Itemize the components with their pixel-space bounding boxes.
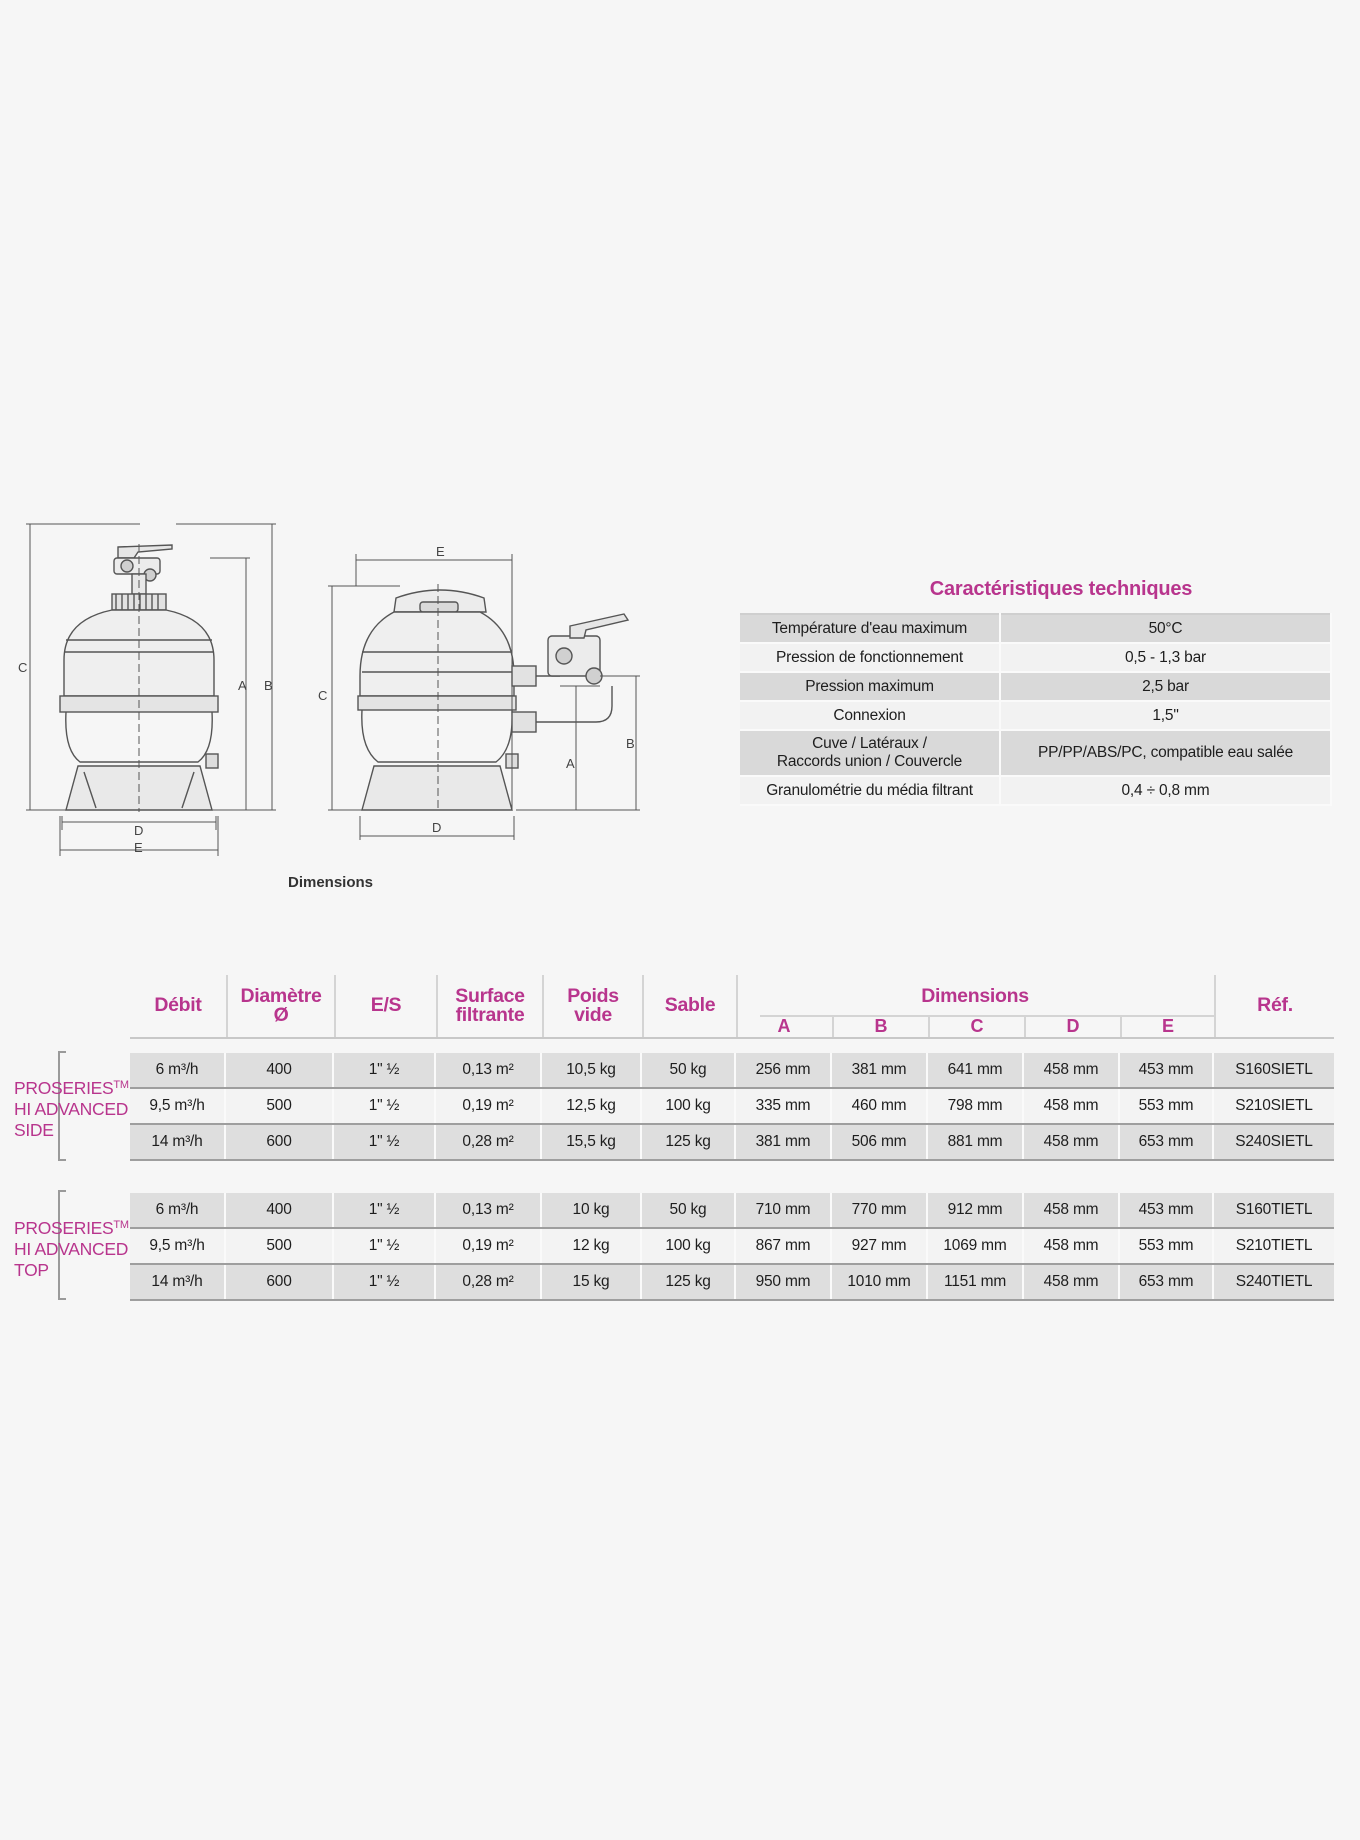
cell-poids: 10,5 kg xyxy=(542,1053,642,1087)
table-row xyxy=(130,1193,1334,1229)
cell-dim-b: 1010 mm xyxy=(832,1265,928,1299)
header-debit: Débit xyxy=(154,994,202,1017)
cell-dim-b: 381 mm xyxy=(832,1053,928,1087)
header-diametre-line2: Ø xyxy=(273,1004,289,1026)
group-name-line3: TOP xyxy=(14,1260,49,1280)
table-row xyxy=(130,1125,1334,1161)
dim-label-b-right: B xyxy=(626,736,635,751)
header-dimensions: Dimensions xyxy=(921,985,1029,1007)
cell-dim-e: 653 mm xyxy=(1120,1125,1214,1159)
cell-poids: 12,5 kg xyxy=(542,1089,642,1123)
dim-label-d-left: D xyxy=(134,823,144,838)
tech-specs-title: Caractéristiques techniques xyxy=(929,578,1193,600)
header-rule xyxy=(130,1037,1334,1039)
tech-label: Pression de fonctionnement xyxy=(740,643,1000,672)
group-top-rows xyxy=(130,1193,1334,1301)
cell-debit: 14 m³/h xyxy=(130,1125,226,1159)
table-row xyxy=(130,1089,1334,1125)
tech-row xyxy=(740,776,1331,805)
cell-es: 1" ½ xyxy=(334,1125,436,1159)
tech-value: 1,5" xyxy=(1000,701,1331,730)
header-ref: Réf. xyxy=(1214,975,1334,1037)
header-sable: Sable xyxy=(642,975,736,1037)
tech-specs xyxy=(740,578,1332,806)
group-name-line1: PROSERIES xyxy=(14,1078,114,1098)
drawings-caption: Dimensions xyxy=(288,874,374,891)
cell-dim-a: 256 mm xyxy=(736,1053,832,1087)
tech-value: 0,4 ÷ 0,8 mm xyxy=(1000,776,1331,805)
cell-sable: 125 kg xyxy=(642,1125,736,1159)
cell-es: 1" ½ xyxy=(334,1229,436,1263)
table-row xyxy=(130,1265,1334,1301)
header-surface-line2: filtrante xyxy=(455,1004,525,1026)
dim-label-a-right: A xyxy=(566,756,575,771)
cell-sable: 125 kg xyxy=(642,1265,736,1299)
cell-dim-d: 458 mm xyxy=(1024,1053,1120,1087)
group-name-line2: HI ADVANCED xyxy=(14,1099,129,1119)
cell-es: 1" ½ xyxy=(334,1089,436,1123)
tech-label: Granulométrie du média filtrant xyxy=(740,776,1000,805)
cell-diametre: 400 xyxy=(226,1193,334,1227)
header-dim-a: A xyxy=(777,1016,791,1036)
cell-sable: 100 kg xyxy=(642,1229,736,1263)
dimension-drawings xyxy=(0,500,720,920)
header-surface-line1: Surface xyxy=(455,984,525,1007)
cell-dim-e: 453 mm xyxy=(1120,1193,1214,1227)
cell-ref: S240SIETL xyxy=(1235,1133,1313,1150)
cell-poids: 10 kg xyxy=(542,1193,642,1227)
tech-row xyxy=(740,614,1331,643)
tech-label: Température d'eau maximum xyxy=(740,614,1000,643)
table-row xyxy=(130,1053,1334,1089)
cell-dim-a: 335 mm xyxy=(736,1089,832,1123)
cell-dim-c: 641 mm xyxy=(928,1053,1024,1087)
tech-value: PP/PP/ABS/PC, compatible eau salée xyxy=(1000,730,1331,776)
cell-debit: 6 m³/h xyxy=(130,1053,226,1087)
top-mount-filter-drawing xyxy=(18,524,276,856)
group-label-side xyxy=(14,1075,129,1141)
cell-dim-a: 381 mm xyxy=(736,1125,832,1159)
header-dim-e: E xyxy=(1120,1015,1214,1037)
cell-surface: 0,28 m² xyxy=(436,1265,542,1299)
cell-ref: S240TIETL xyxy=(1235,1273,1313,1290)
cell-ref: S160TIETL xyxy=(1235,1201,1313,1218)
cell-dim-d: 458 mm xyxy=(1024,1229,1120,1263)
cell-poids: 12 kg xyxy=(542,1229,642,1263)
cell-dim-e: 553 mm xyxy=(1120,1089,1214,1123)
tech-label-line2: Raccords union / Couvercle xyxy=(776,753,963,770)
header-poids-line2: vide xyxy=(574,1004,612,1026)
cell-surface: 0,19 m² xyxy=(436,1229,542,1263)
product-table xyxy=(0,975,1340,1315)
group-label-top xyxy=(14,1215,129,1281)
tech-row xyxy=(740,672,1331,701)
cell-es: 1" ½ xyxy=(334,1265,436,1299)
cell-dim-c: 881 mm xyxy=(928,1125,1024,1159)
cell-diametre: 600 xyxy=(226,1265,334,1299)
tech-label xyxy=(740,730,1000,776)
header-poids xyxy=(542,975,642,1037)
header-diametre xyxy=(226,975,334,1037)
tech-label-line1: Cuve / Latéraux / xyxy=(812,735,927,753)
tech-row xyxy=(740,730,1331,776)
header-dim-b: B xyxy=(832,1015,928,1037)
cell-diametre: 600 xyxy=(226,1125,334,1159)
cell-dim-a: 710 mm xyxy=(736,1193,832,1227)
cell-dim-d: 458 mm xyxy=(1024,1193,1120,1227)
cell-surface: 0,13 m² xyxy=(436,1193,542,1227)
dim-label-c-right: C xyxy=(318,688,328,703)
cell-dim-a: 950 mm xyxy=(736,1265,832,1299)
header-dim-c: C xyxy=(928,1015,1024,1037)
cell-dim-b: 927 mm xyxy=(832,1229,928,1263)
tech-specs-table xyxy=(740,613,1332,806)
group-name-line2: HI ADVANCED xyxy=(14,1239,129,1259)
cell-poids: 15,5 kg xyxy=(542,1125,642,1159)
side-mount-filter-drawing xyxy=(318,544,640,840)
cell-dim-c: 798 mm xyxy=(928,1089,1024,1123)
tech-row xyxy=(740,701,1331,730)
cell-surface: 0,13 m² xyxy=(436,1053,542,1087)
trademark: TM xyxy=(113,1079,129,1091)
cell-diametre: 400 xyxy=(226,1053,334,1087)
cell-sable: 50 kg xyxy=(642,1193,736,1227)
cell-dim-e: 653 mm xyxy=(1120,1265,1214,1299)
cell-dim-a: 867 mm xyxy=(736,1229,832,1263)
dim-label-a-left: A xyxy=(238,678,247,693)
cell-dim-e: 553 mm xyxy=(1120,1229,1214,1263)
cell-ref: S160SIETL xyxy=(1235,1061,1313,1078)
cell-surface: 0,19 m² xyxy=(436,1089,542,1123)
trademark: TM xyxy=(113,1219,129,1231)
header-dim-d: D xyxy=(1024,1015,1120,1037)
cell-es: 1" ½ xyxy=(334,1193,436,1227)
cell-sable: 100 kg xyxy=(642,1089,736,1123)
dim-label-d-right: D xyxy=(432,820,442,835)
cell-poids: 15 kg xyxy=(542,1265,642,1299)
cell-sable: 50 kg xyxy=(642,1053,736,1087)
table-row xyxy=(130,1229,1334,1265)
cell-ref: S210SIETL xyxy=(1235,1097,1313,1114)
header-diametre-line1: Diamètre xyxy=(240,984,322,1007)
dim-label-c-left: C xyxy=(18,660,28,675)
cell-debit: 9,5 m³/h xyxy=(130,1089,226,1123)
cell-es: 1" ½ xyxy=(334,1053,436,1087)
cell-dim-d: 458 mm xyxy=(1024,1125,1120,1159)
filter-drawings-svg xyxy=(0,500,720,900)
cell-diametre: 500 xyxy=(226,1089,334,1123)
cell-dim-c: 1151 mm xyxy=(928,1265,1024,1299)
cell-debit: 14 m³/h xyxy=(130,1265,226,1299)
header-poids-line1: Poids xyxy=(567,984,619,1007)
cell-dim-d: 458 mm xyxy=(1024,1089,1120,1123)
tech-value: 50°C xyxy=(1000,614,1331,643)
cell-dim-b: 770 mm xyxy=(832,1193,928,1227)
cell-dim-d: 458 mm xyxy=(1024,1265,1120,1299)
tech-row xyxy=(740,643,1331,672)
cell-dim-c: 1069 mm xyxy=(928,1229,1024,1263)
cell-ref: S210TIETL xyxy=(1235,1237,1313,1254)
header-es: E/S xyxy=(334,975,436,1037)
group-name-line3: SIDE xyxy=(14,1120,54,1140)
group-name-line1: PROSERIES xyxy=(14,1218,114,1238)
dim-label-e-right: E xyxy=(436,544,445,559)
cell-dim-c: 912 mm xyxy=(928,1193,1024,1227)
cell-dim-b: 460 mm xyxy=(832,1089,928,1123)
tech-label: Connexion xyxy=(740,701,1000,730)
cell-surface: 0,28 m² xyxy=(436,1125,542,1159)
cell-dim-b: 506 mm xyxy=(832,1125,928,1159)
tech-value: 0,5 - 1,3 bar xyxy=(1000,643,1331,672)
tech-value: 2,5 bar xyxy=(1000,672,1331,701)
cell-debit: 9,5 m³/h xyxy=(130,1229,226,1263)
cell-dim-e: 453 mm xyxy=(1120,1053,1214,1087)
dim-label-e-left: E xyxy=(134,840,143,855)
cell-debit: 6 m³/h xyxy=(130,1193,226,1227)
group-side-rows xyxy=(130,1053,1334,1161)
dim-label-b-left: B xyxy=(264,678,273,693)
header-surface xyxy=(436,975,542,1037)
tech-label: Pression maximum xyxy=(740,672,1000,701)
cell-diametre: 500 xyxy=(226,1229,334,1263)
